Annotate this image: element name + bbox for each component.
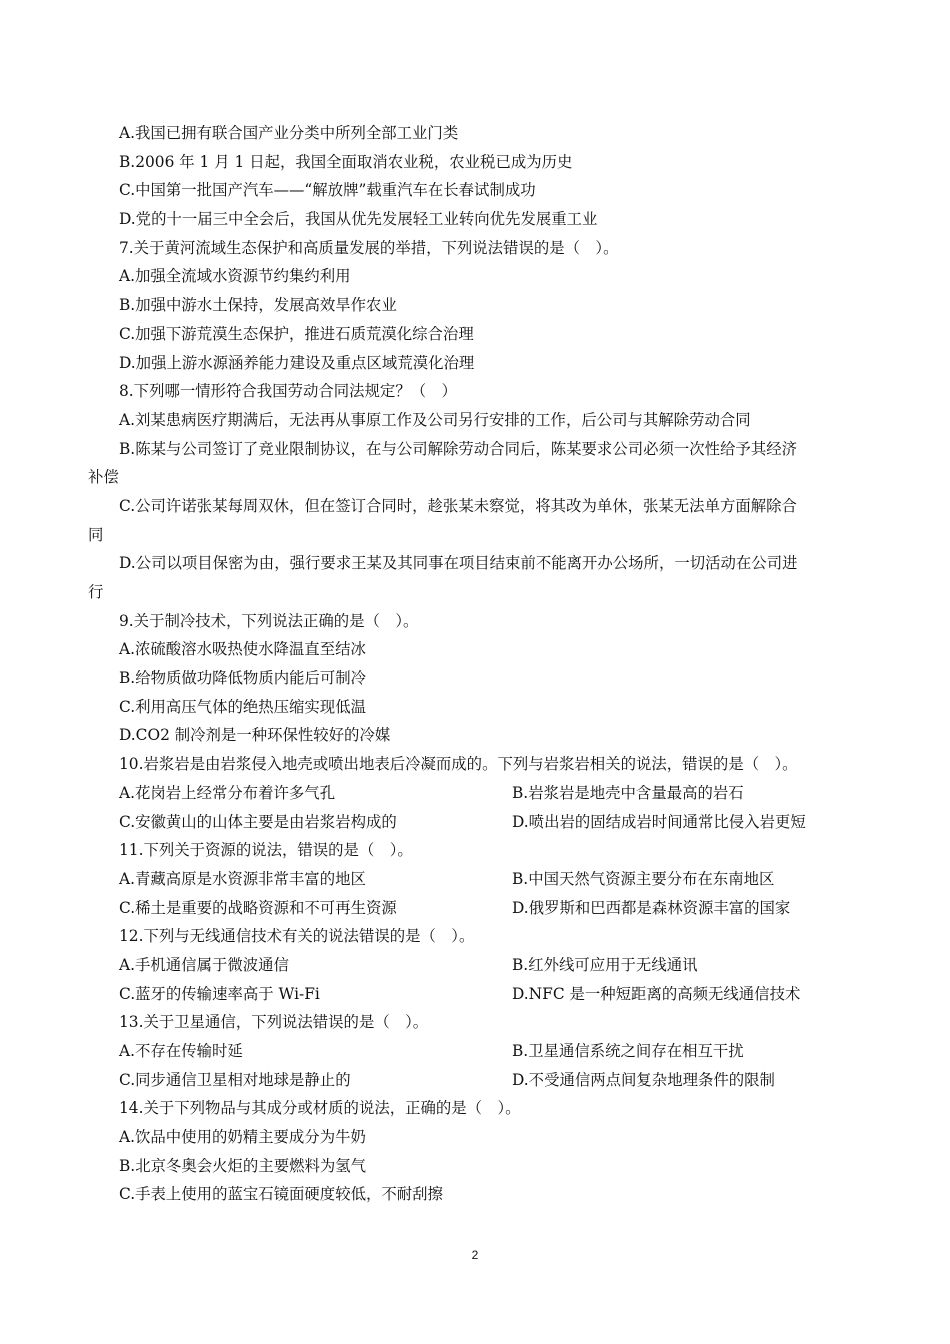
option-line: A.浓硫酸溶水吸热使水降温直至结冰 bbox=[119, 640, 366, 659]
option-row bbox=[88, 980, 862, 1009]
option-line: A.加强全流域水资源节约集约利用 bbox=[119, 267, 351, 286]
option-c: C.同步通信卫星相对地球是静止的 bbox=[119, 1070, 351, 1089]
option-line: D.CO2 制冷剂是一种环保性较好的冷媒 bbox=[119, 726, 391, 745]
option-c: C.蓝牙的传输速率高于 Wi-Fi bbox=[119, 984, 320, 1003]
option-b: B.卫星通信系统之间存在相互干扰 bbox=[512, 1042, 744, 1060]
option-line: A.饮品中使用的奶精主要成分为牛奶 bbox=[119, 1128, 366, 1147]
question-10: 10.岩浆岩是由岩浆侵入地壳或喷出地表后冷凝而成的。下列与岩浆岩相关的说法，错误的是（ ）。 bbox=[119, 755, 798, 774]
option-line: D.加强上游水源涵养能力建设及重点区域荒漠化治理 bbox=[119, 353, 475, 372]
option-d: D.NFC 是一种短距离的高频无线通信技术 bbox=[512, 984, 801, 1003]
option-row bbox=[88, 1037, 862, 1066]
option-line: A.我国已拥有联合国产业分类中所列全部工业门类 bbox=[119, 124, 459, 142]
page-number: 2 bbox=[471, 1248, 479, 1262]
option-a: A.不存在传输时延 bbox=[119, 1042, 243, 1060]
option-line: C.公司许诺张某每周双休，但在签订合同时，趁张某未察觉，将其改为单休，张某无法单方面解除合 bbox=[119, 496, 797, 515]
question-14: 14.关于下列物品与其成分或材质的说法，正确的是（ ）。 bbox=[119, 1099, 521, 1118]
option-line: B.给物质做功降低物质内能后可制冷 bbox=[119, 669, 367, 688]
option-line: B.加强中游水土保持，发展高效旱作农业 bbox=[119, 296, 397, 315]
option-a: A.花岗岩上经常分布着许多气孔 bbox=[119, 783, 336, 802]
option-line: B.陈某与公司签订了竞业限制协议，在与公司解除劳动合同后，陈某要求公司必须一次性给予其经济 bbox=[119, 439, 797, 458]
option-d: D.俄罗斯和巴西都是森林资源丰富的国家 bbox=[512, 898, 791, 917]
option-line-continuation: 行 bbox=[88, 583, 104, 601]
option-a: A.手机通信属于微波通信 bbox=[119, 955, 289, 974]
option-line: B.北京冬奥会火炬的主要燃料为氢气 bbox=[119, 1156, 367, 1175]
question-13: 13.关于卫星通信，下列说法错误的是（ ）。 bbox=[119, 1013, 429, 1032]
question-text-body bbox=[88, 119, 862, 1209]
option-row bbox=[88, 779, 862, 808]
option-d: D.喷出岩的固结成岩时间通常比侵入岩更短 bbox=[512, 812, 806, 831]
option-line: C.利用高压气体的绝热压缩实现低温 bbox=[119, 697, 366, 716]
option-line: C.加强下游荒漠生态保护，推进石质荒漠化综合治理 bbox=[119, 324, 474, 343]
question-11: 11.下列关于资源的说法，错误的是（ ）。 bbox=[119, 841, 413, 860]
option-row bbox=[88, 1066, 862, 1095]
option-b: B.红外线可应用于无线通讯 bbox=[512, 955, 698, 974]
option-row bbox=[88, 951, 862, 980]
question-8: 8.下列哪一情形符合我国劳动合同法规定？（ ） bbox=[119, 382, 457, 401]
question-7: 7.关于黄河流域生态保护和高质量发展的举措，下列说法错误的是（ ）。 bbox=[119, 238, 619, 257]
option-row bbox=[88, 808, 862, 837]
option-line-continuation: 补偿 bbox=[88, 468, 119, 487]
option-b: B.中国天然气资源主要分布在东南地区 bbox=[512, 869, 775, 888]
option-row bbox=[88, 865, 862, 894]
option-line: D.公司以项目保密为由，强行要求王某及其同事在项目结束前不能离开办公场所，一切活动在公司进 bbox=[119, 554, 798, 573]
option-line: C.中国第一批国产汽车——“解放牌”载重汽车在长春试制成功 bbox=[119, 181, 536, 200]
option-b: B.岩浆岩是地壳中含量最高的岩石 bbox=[512, 783, 744, 802]
option-line: D.党的十一届三中全会后，我国从优先发展轻工业转向优先发展重工业 bbox=[119, 210, 598, 229]
option-line: A.刘某患病医疗期满后，无法再从事原工作及公司另行安排的工作，后公司与其解除劳动合同 bbox=[119, 410, 751, 429]
option-line: B.2006 年 1 月 1 日起，我国全面取消农业税，农业税已成为历史 bbox=[119, 152, 573, 171]
option-a: A.青藏高原是水资源非常丰富的地区 bbox=[119, 869, 366, 888]
option-d: D.不受通信两点间复杂地理条件的限制 bbox=[512, 1070, 775, 1089]
option-row bbox=[88, 894, 862, 923]
option-line: C.手表上使用的蓝宝石镜面硬度较低，不耐刮擦 bbox=[119, 1185, 443, 1204]
question-9: 9.关于制冷技术，下列说法正确的是（ ）。 bbox=[119, 611, 419, 630]
question-12: 12.下列与无线通信技术有关的说法错误的是（ ）。 bbox=[119, 927, 475, 946]
option-line-continuation: 同 bbox=[88, 525, 104, 544]
option-c: C.稀土是重要的战略资源和不可再生资源 bbox=[119, 898, 397, 917]
option-c: C.安徽黄山的山体主要是由岩浆岩构成的 bbox=[119, 812, 397, 831]
